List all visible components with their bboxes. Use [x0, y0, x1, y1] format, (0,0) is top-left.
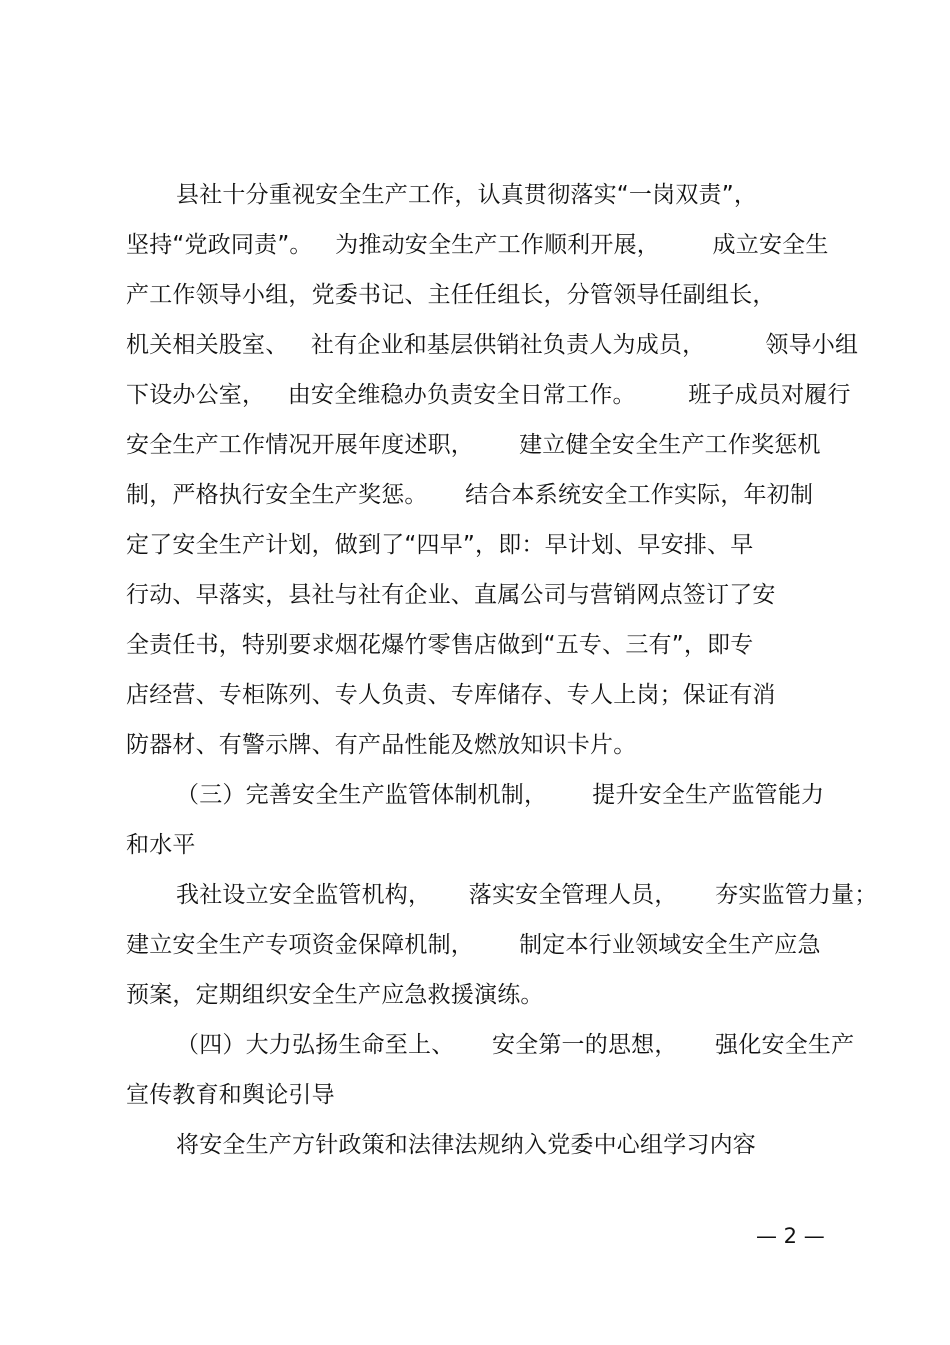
body-text-line: 制，严格执行安全生产奖惩。 结合本系统安全工作实际，年初制	[126, 482, 814, 508]
body-text-line: 产工作领导小组，党委书记、主任任组长，分管领导任副组长，	[126, 282, 776, 308]
body-text-line: 防器材、有警示牌、有产品性能及燃放知识卡片。	[126, 732, 637, 758]
body-text-line: 安全生产工作情况开展年度述职， 建立健全安全生产工作奖惩机	[126, 432, 821, 458]
body-text-line: 定了安全生产计划，做到了“四早”，即：早计划、早安排、早	[126, 532, 754, 558]
body-text-line: 将安全生产方针政策和法律法规纳入党委中心组学习内容	[176, 1132, 756, 1158]
body-text-line: 坚持“党政同责”。 为推动安全生产工作顺利开展， 成立安全生	[126, 232, 829, 258]
section-heading-line: 和水平	[126, 832, 196, 858]
body-text-line: 全责任书，特别要求烟花爆竹零售店做到“五专、三有”，即专	[126, 632, 754, 658]
body-text-line: 行动、早落实，县社与社有企业、直属公司与营销网点签订了安	[126, 582, 776, 608]
page-number: — 2 —	[756, 1224, 825, 1248]
section-heading-line: （三）完善安全生产监管体制机制， 提升安全生产监管能力	[176, 782, 825, 808]
body-text-line: 机关相关股室、 社有企业和基层供销社负责人为成员， 领导小组	[126, 332, 859, 358]
section-heading-line: 宣传教育和舆论引导	[126, 1082, 335, 1108]
body-text-line: 下设办公室， 由安全维稳办负责安全日常工作。 班子成员对履行	[126, 382, 851, 408]
body-text-line: 预案，定期组织安全生产应急救援演练。	[126, 982, 544, 1008]
section-heading-line: （四）大力弘扬生命至上、 安全第一的思想， 强化安全生产	[176, 1032, 855, 1058]
body-text-line: 建立安全生产专项资金保障机制， 制定本行业领域安全生产应急	[126, 932, 821, 958]
body-text-line: 我社设立安全监管机构， 落实安全管理人员， 夯实监管力量；	[176, 882, 878, 908]
body-text-line: 店经营、专柜陈列、专人负责、专库储存、专人上岗；保证有消	[126, 682, 776, 708]
body-text-line: 县社十分重视安全生产工作，认真贯彻落实“一岗双责”，	[176, 182, 758, 208]
